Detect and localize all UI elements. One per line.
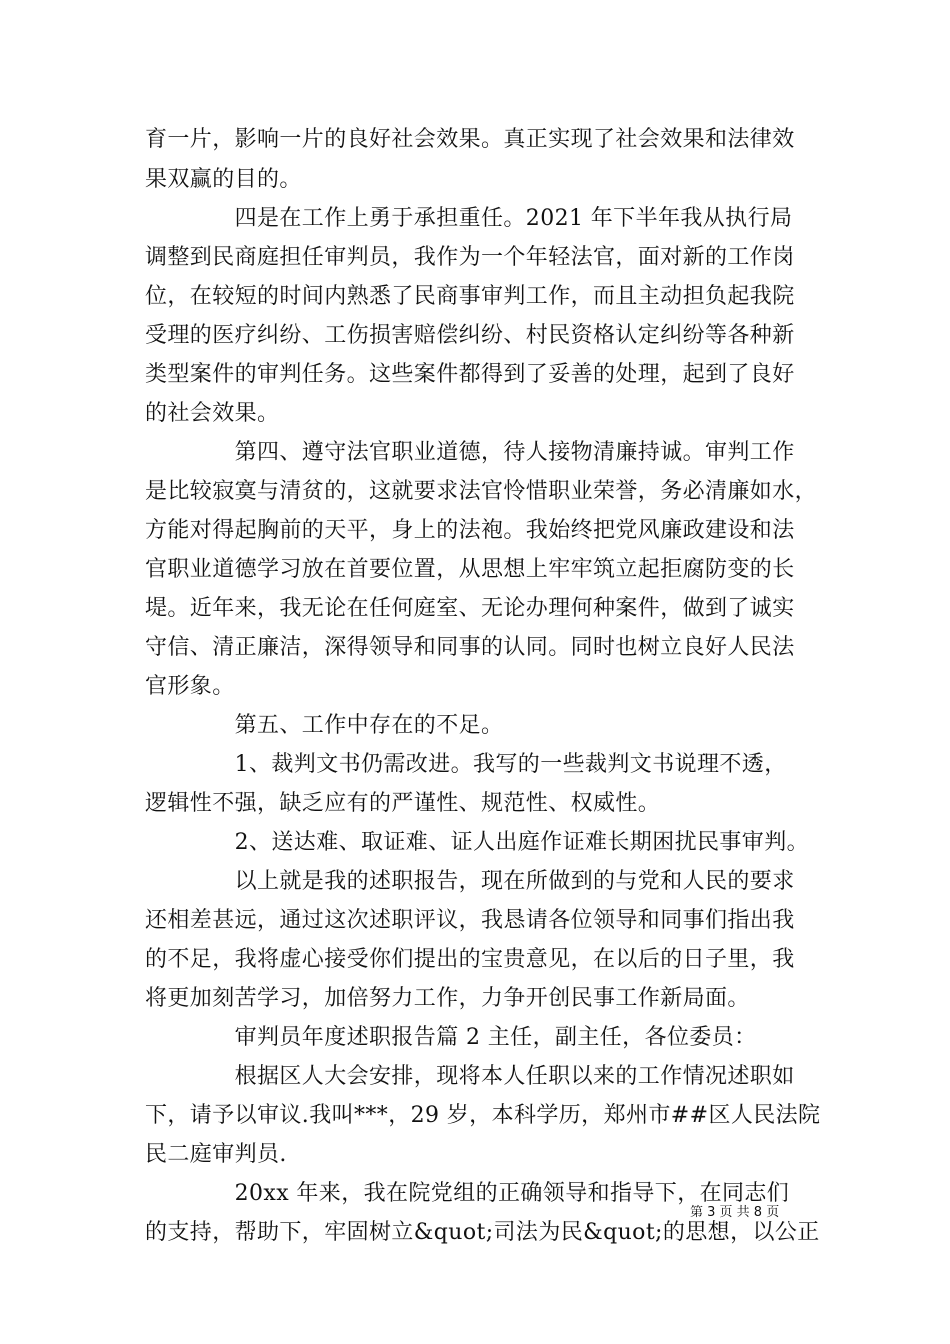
body-line: 调整到民商庭担任审判员，我作为一个年轻法官，面对新的工作岗 — [145, 245, 795, 270]
body-line: 守信、清正廉洁，深得领导和同事的认同。同时也树立良好人民法 — [145, 635, 795, 660]
body-line: 果双赢的目的。 — [145, 167, 302, 192]
body-line: 位，在较短的时间内熟悉了民商事审判工作，而且主动担负起我院 — [145, 284, 795, 309]
body-line: 类型案件的审判任务。这些案件都得到了妥善的处理，起到了良好 — [145, 362, 795, 387]
body-line: 第四、遵守法官职业道德，待人接物清廉持诚。审判工作 — [145, 440, 795, 465]
body-line: 根据区人大会安排，现将本人任职以来的工作情况述职如 — [145, 1064, 795, 1089]
body-line: 民二庭审判员. — [145, 1142, 287, 1167]
section-heading: 审判员年度述职报告篇 2 主任，副主任，各位委员： — [145, 1025, 757, 1050]
body-line: 的不足，我将虚心接受你们提出的宝贵意见，在以后的日子里，我 — [145, 947, 795, 972]
body-line: 的支持，帮助下，牢固树立&quot;司法为民&quot;的思想，以公正 — [145, 1220, 820, 1245]
body-line: 将更加刻苦学习，加倍努力工作，力争开创民事工作新局面。 — [145, 986, 750, 1011]
body-line: 堤。近年来，我无论在任何庭室、无论办理何种案件，做到了诚实 — [145, 596, 795, 621]
body-line: 受理的医疗纠纷、工伤损害赔偿纠纷、村民资格认定纠纷等各种新 — [145, 323, 795, 348]
body-line: 四是在工作上勇于承担重任。2021 年下半年我从执行局 — [145, 206, 793, 231]
body-line: 以上就是我的述职报告，现在所做到的与党和人民的要求 — [145, 869, 795, 894]
body-line: 官形象。 — [145, 674, 235, 699]
section-heading: 第五、工作中存在的不足。 — [145, 713, 504, 738]
body-line: 官职业道德学习放在首要位置，从思想上牢牢筑立起拒腐防变的长 — [145, 557, 795, 582]
body-line: 2、送达难、取证难、证人出庭作证难长期困扰民事审判。 — [145, 830, 809, 855]
body-line: 下，请予以审议.我叫***，29 岁，本科学历，郑州市##区人民法院 — [145, 1103, 821, 1128]
body-line: 还相差甚远，通过这次述职评议，我恳请各位领导和同事们指出我 — [145, 908, 795, 933]
body-line: 逻辑性不强，缺乏应有的严谨性、规范性、权威性。 — [145, 791, 661, 816]
body-line: 方能对得起胸前的天平，身上的法袍。我始终把党风廉政建设和法 — [145, 518, 795, 543]
body-line: 1、裁判文书仍需改进。我写的一些裁判文书说理不透， — [145, 752, 787, 777]
body-line: 20xx 年来，我在院党组的正确领导和指导下，在同志们 — [145, 1181, 790, 1206]
body-line: 育一片，影响一片的良好社会效果。真正实现了社会效果和法律效 — [145, 127, 795, 152]
body-line: 的社会效果。 — [145, 401, 280, 426]
page-number-footer: 第 3 页 共 8 页 — [690, 1205, 780, 1220]
body-line: 是比较寂寞与清贫的，这就要求法官怜惜职业荣誉，务必清廉如水， — [145, 479, 818, 504]
